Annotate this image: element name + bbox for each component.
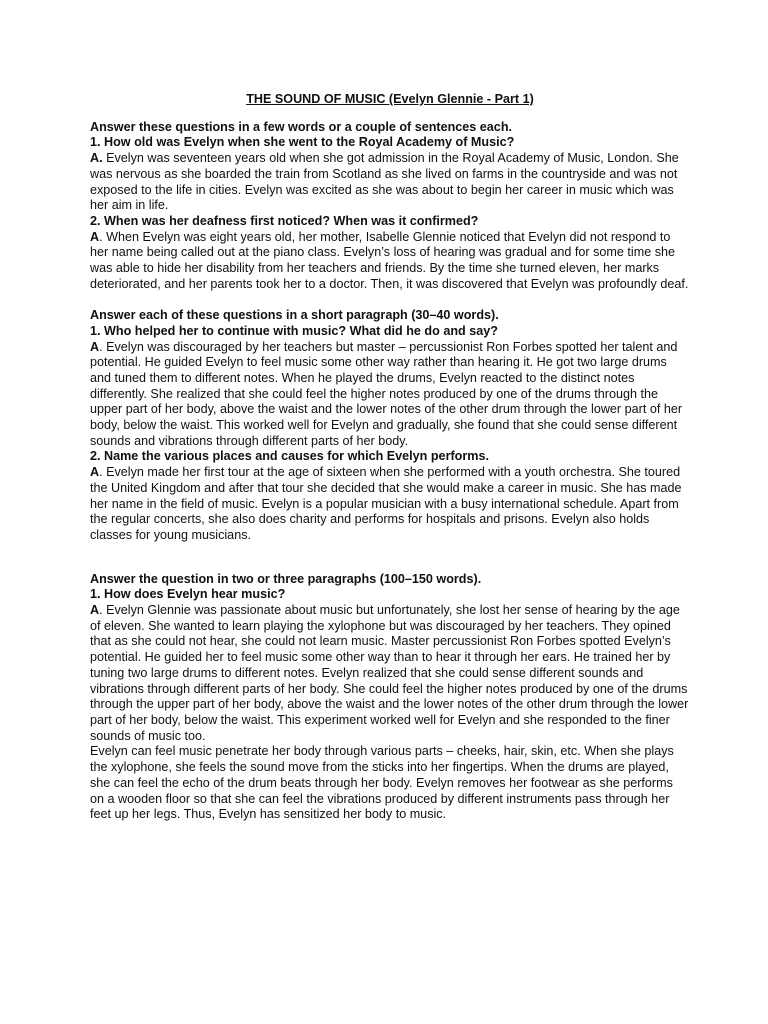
section-1-instructions: Answer these questions in a few words or a couple of sentences each. <box>90 119 513 134</box>
section-1-answer-2 <box>90 230 690 293</box>
answer-text: . When Evelyn was eight years old, her mother, Isabelle Glennie noticed that Evelyn did not respond to her name being called out at the piano class. Evelyn’s loss of hearing was gradual and for some time she was able to hide her disability from her teachers and friends. By the time she turned eleven, her marks deteriorated, and her parents took her to a doctor. Then, it was discovered that Evelyn was profoundly deaf. <box>90 229 689 291</box>
section-2-answer-1 <box>90 340 690 450</box>
section-2-question-2: 2. Name the various places and causes for which Evelyn performs. <box>90 449 489 464</box>
section-2-answer-2 <box>90 465 690 544</box>
answer-text: . Evelyn made her first tour at the age of sixteen when she performed with a youth orchestra. She toured the United Kingdom and after that tour she decided that she would make a career in music. She has made her name in the field of music. Evelyn is a popular musician with a busy international schedule. Apart from the regular concerts, she also does charity and performs for hospitals and prisons. Evelyn also holds classes for young musicians. <box>90 465 682 542</box>
document-page <box>90 92 690 823</box>
answer-text: . Evelyn Glennie was passionate about music but unfortunately, she lost her sense of hearing by the age of eleven. She wanted to learn playing the xylophone but was discouraged by her teachers. They opined that as she could not hear, she could not learn music. Master percussionist Ron Forbes spotted Evelyn’s potential. He guided her to feel music some other way than to hear it through her ears. He trained her by tuning two large drums to different notes. Evelyn realized that she could sense different sounds and vibrations through different parts of her body. She could feel the higher notes produced by one of the drums through the upper part of her body, above the waist and the lower notes of the other drum through the lower part of her body, below the waist. This experiment worked well for Evelyn and she responded to the finer sounds of music too. <box>90 603 689 743</box>
answer-text: . Evelyn was discouraged by her teachers but master – percussionist Ron Forbes spotted her talent and potential. He guided Evelyn to feel music some other way rather than hearing it. He got two large drums and tuned them to different notes. When he played the drums, Evelyn reacted to the distinct notes differently. She realized that she could feel the higher notes produced by one of the drums through the upper part of her body, above the waist and the lower notes of the other drum through the lower part of her body, below the waist. This worked well for Evelyn and gradually, she found that she could sense different sounds and vibrations through different parts of her body. <box>90 339 683 448</box>
section-3-instructions: Answer the question in two or three paragraphs (100–150 words). <box>90 571 482 586</box>
answer-text: Evelyn was seventeen years old when she got admission in the Royal Academy of Music, London. She was nervous as she boarded the train from Scotland as she lived on farms in the countryside and was not exposed to the life in cities. Evelyn was excited as she was about to begin her career in music which was her aim in life. <box>90 151 679 213</box>
answer-marker: A <box>90 339 100 354</box>
section-3-answer-1-continued: Evelyn can feel music penetrate her body through various parts – cheeks, hair, skin, etc. When she plays the xylophone, she feels the sound move from the sticks into her fingertips. When the drums are played, she can feel the echo of the drum beats through her body. Evelyn removes her footwear as she performs on a wooden floor so that she can feel the vibrations produced by different instruments pass through her feet up her legs. Thus, Evelyn has sensitized her body to music. <box>90 744 674 822</box>
section-1-question-2: 2. When was her deafness first noticed? When was it confirmed? <box>90 213 479 228</box>
section-spacer <box>90 292 690 308</box>
document-title: THE SOUND OF MUSIC (Evelyn Glennie - Part 1) <box>246 92 534 106</box>
section-2-question-1: 1. Who helped her to continue with music? What did he do and say? <box>90 323 498 338</box>
section-3-answer-1 <box>90 603 690 744</box>
section-2-instructions: Answer each of these questions in a short paragraph (30–40 words). <box>90 308 499 323</box>
section-3-question-1: 1. How does Evelyn hear music? <box>90 587 286 602</box>
section-1-question-1: 1. How old was Evelyn when she went to the Royal Academy of Music? <box>90 135 515 150</box>
section-1-answer-1 <box>90 151 690 214</box>
section-spacer <box>90 544 690 572</box>
answer-marker: A <box>90 229 100 244</box>
answer-marker: A <box>90 465 100 480</box>
answer-marker: A. <box>90 151 103 166</box>
answer-marker: A <box>90 603 100 618</box>
